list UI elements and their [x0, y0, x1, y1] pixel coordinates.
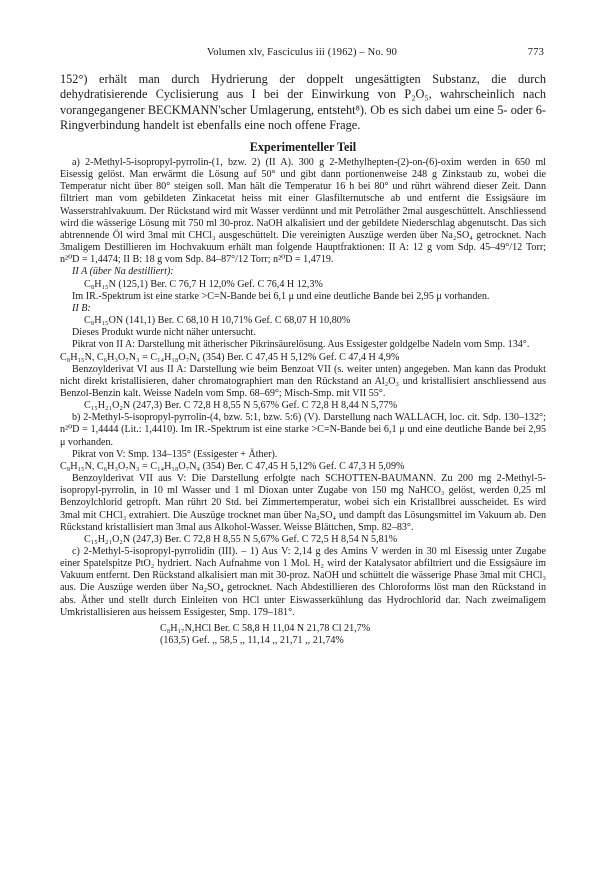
benzoyl-vii: Benzoylderivat VII aus V: Die Darstellung erfolgte nach SCHOTTEN-BAUMANN. Zu 200 mg 2-Methyl-5-isopropyl-pyrrolin, in 10 ml Wasser und 1 ml Dioxan unter Zugabe von 150 mg NaHCO₃ gelöst, werden 0,25 ml Benzoylchlorid getropft. Man rührt 20 Std. bei Zimmertemperatur, wobei sich ein Kristallbrei ausscheidet. Es wird 3mal mit CHCl₃ extrahiert. Die Auszüge trocknet man über Na₂SO₄ und dampft das Lösungsmittel im Vakuum ab. Den Rückstand kristallisiert man 3mal aus Alkohol-Wasser. Weisse Blättchen, Smp. 82–83°. — [60, 473, 546, 533]
experimental-section — [60, 157, 546, 647]
iia-label: II A (über Na destilliert): — [72, 266, 174, 278]
paragraph-c: c) 2-Methyl-5-isopropyl-pyrrolidin (III). – 1) Aus V: 2,14 g des Amins V werden in 30 ml Eisessig unter Zugabe einer Spatelspitze PtO₂ hydriert. Nach Aufnahme von 1 Mol. H₂ wird der Katalysator abfiltriert und die Essigsäure im Vakuum entfernt. Den Rückstand alkalisiert man mit 30-proz. NaOH und schüttelt die wässerige Phase 3mal mit CHCl₃ aus. Die Auszüge werden über Na₂SO₄ getrocknet. Nach Abdestillieren des Chloroforms löst man den Rückstand in abs. Äther und stellt durch Einleiten von HCl unter Eiswasserkühlung das Hydrochlorid dar. Nach zweimaligem Umkristallisieren aus heissem Essigester, Smp. 179–181°. — [60, 546, 546, 618]
hydrochloride-analysis-line-2: (163,5) Gef. ,, 58,5 ,, 11,14 ,, 21,71 ,, 21,74% — [160, 635, 344, 647]
iib-note: Dieses Produkt wurde nicht näher untersucht. — [72, 327, 256, 339]
pikrat-iia-analysis: C₈H₁₅N, C₆H₃O₇N₃ = C₁₄H₁₈O₇N₄ (354) Ber. C 47,45 H 5,12% Gef. C 47,4 H 4,9% — [60, 351, 400, 363]
page-number: 773 — [527, 47, 544, 58]
section-heading: Experimenteller Teil — [249, 140, 357, 154]
benzoyl-vi-analysis: C₁₅H₂₁O₂N (247,3) Ber. C 72,8 H 8,55 N 5,67% Gef. C 72,8 H 8,44 N 5,77% — [84, 400, 398, 412]
hydrochloride-analysis — [60, 623, 546, 647]
pikrat-iia: Pikrat von II A: Darstellung mit ätherischer Pikrinsäurelösung. Aus Essigester goldgelbe Nadeln vom Smp. 134°. — [72, 339, 530, 351]
ir-note-1: Im IR.-Spektrum ist eine starke >C=N-Bande bei 6,1 μ und eine deutliche Bande bei 2,95 μ vorhanden. — [72, 290, 490, 302]
pikrat-v: Pikrat von V: Smp. 134–135° (Essigester + Äther). — [72, 448, 278, 460]
paragraph-b: b) 2-Methyl-5-isopropyl-pyrrolin-(4, bzw. 5:1, bzw. 5:6) (V). Darstellung nach WALLACH, loc. cit. Sdp. 130–132°; n²⁰D = 1,4444 (Lit.: 1,4410). Im IR.-Spektrum ist eine starke >C=N-Bande bei 6,1 μ und eine deutliche Bande bei 2,95 μ vorhanden. — [60, 412, 546, 448]
iib-analysis: C₈H₁₅ON (141,1) Ber. C 68,10 H 10,71% Gef. C 68,07 H 10,80% — [84, 315, 351, 327]
hydrochloride-analysis-line-1: C₈H₁₇N,HCl Ber. C 58,8 H 11,04 N 21,78 Cl 21,7% — [160, 622, 371, 634]
benzoyl-vii-analysis: C₁₅H₂₁O₂N (247,3) Ber. C 72,8 H 8,55 N 5,67% Gef. C 72,5 H 8,54 N 5,81% — [84, 533, 398, 545]
paragraph-a: a) 2-Methyl-5-isopropyl-pyrrolin-(1, bzw. 2) (II A). 300 g 2-Methylhepten-(2)-on-(6)-oxim werden in 650 ml Eisessig gelöst. Man erwärmt die Lösung auf 50° und gibt dann portionenweise 248 g Zinkstaub zu, wobei die Temperatur nicht über 80° steigen soll. Man hält die Temperatur 16 h bei 80° und rührt während dieser Zeit. Dann filtriert man vom gebildeten Zinkacetat heiss mit einer Glasfilternutsche ab und entfernt die Essigsäure im Wasserstrahlvakuum. Der Rückstand wird mit Wasser verdünnt und mit Petroläther 2mal ausgeschüttelt. Anschliessend wird die wässerige Lösung mit 750 ml 30-proz. NaOH alkalisiert und der gebildete Niederschlag abgenutscht. Das sich abtrennende Öl wird 3mal mit CHCl₃ ausgeschüttelt. Die vereinigten Auszüge werden über Na₂SO₄ getrocknet. Nach 3maligem Destillieren im Hochvakuum erhält man folgende Hauptfraktionen: II A: 12 g vom Sdp. 45–49°/12 Torr; n²⁰D = 1,4474; II B: 18 g vom Sdp. 84–87°/12 Torr; n²⁰D = 1,4719. — [60, 157, 546, 266]
running-title: Volumen xlv, Fasciculus iii (1962) – No. 90 — [206, 47, 398, 58]
benzoyl-vi: Benzoylderivat VI aus II A: Darstellung wie beim Benzoat VII (s. weiter unten) angegeben. Man kann das Produkt nicht direkt kristallisieren, daher chromatographiert man den Rückstand an Al₂O₃ und kristallisiert anschliessend aus Benzol-Benzin kalt. Weisse Nadeln vom Smp. 68–69°; Misch-Smp. mit VII 55°. — [60, 363, 546, 399]
pikrat-v-analysis: C₈H₁₅N, C₆H₃O₇N₃ = C₁₄H₁₈O₇N₄ (354) Ber. C 47,45 H 5,12% Gef. C 47,3 H 5,09% — [60, 460, 405, 472]
running-header — [60, 47, 544, 59]
intro-paragraph: 152°) erhält man durch Hydrierung der doppelt ungesättigten Substanz, die durch dehydratisierende Cyclisierung aus I bei der Einwirkung von P₂O₅, wahrscheinlich nach vorangegangener BECKMANN'scher Umlagerung, entsteht⁸). Ob es sich dabei um eine 5- oder 6-Ringverbindung handelt ist ebenfalls eine noch offene Frage. — [60, 72, 546, 133]
iib-label: II B: — [72, 302, 91, 314]
iia-analysis: C₈H₁₅N (125,1) Ber. C 76,7 H 12,0% Gef. C 76,4 H 12,3% — [84, 278, 323, 290]
